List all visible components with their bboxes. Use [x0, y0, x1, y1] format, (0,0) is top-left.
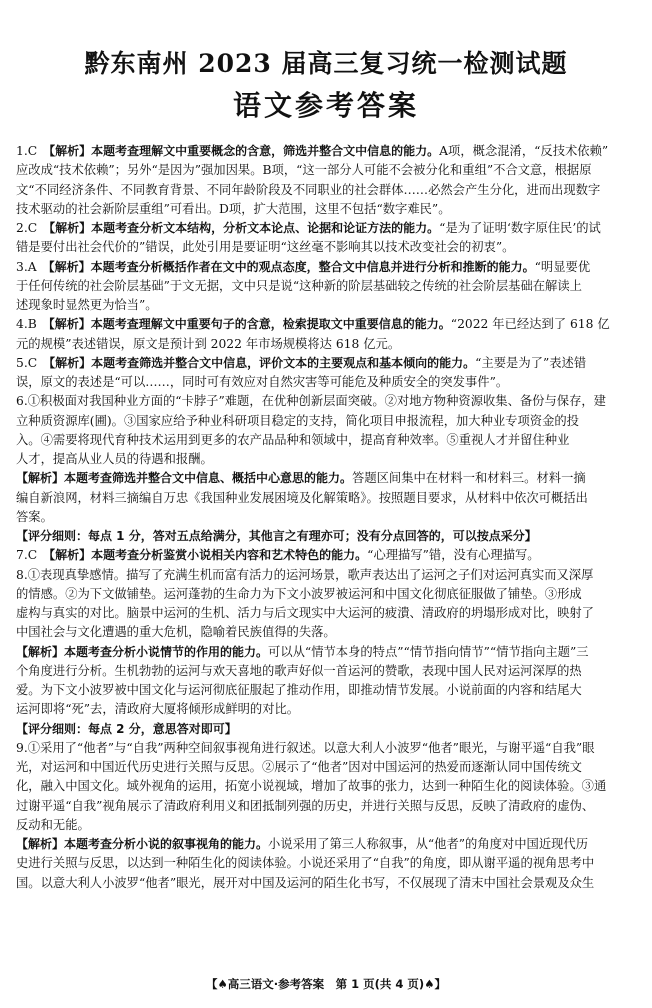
- answer-line: [16, 643, 642, 662]
- answer-line: [16, 489, 642, 508]
- answer-line: [16, 527, 642, 546]
- line-text: 6.①积极面对我国种业方面的“卡脖子”难题，在优种创新层面突破。②对地方物种资源收集、备份与保存，建: [16, 394, 606, 409]
- question-number: 3.A: [16, 259, 37, 274]
- answer-line: [16, 854, 642, 873]
- line-text: “是为了证明‘数字原住民’的试: [439, 221, 601, 235]
- answer-line: [16, 200, 642, 219]
- line-text: 答题区间集中在材料一和材料三。材料一摘: [352, 471, 586, 486]
- analysis-heading: 【解析】本题考查分析概括作者在文中的观点态度，整合文中信息并进行分析和推断的能力。: [42, 259, 535, 274]
- answer-line: [16, 700, 642, 719]
- line-text: “2022 年已经达到了 618 亿: [450, 317, 610, 332]
- answer-line: [16, 662, 642, 681]
- line-text: 于任何传统的社会阶层基础”于文无据，文中只是说“这种新的阶层基础较之传统的社会阶层基础在解读上: [16, 278, 582, 293]
- line-text: 误，原文的表述是“可以……，同时可有效应对自然灾害等可能危及种质安全的突发事件”。: [16, 375, 509, 389]
- line-text: 入。④需要将现代育种技术运用到更多的农产品品种和领域中，提高育种效率。⑤重视人才并留住种业: [16, 432, 570, 447]
- answer-line: [16, 508, 642, 527]
- analysis-heading: 【评分细则：每点 1 分，答对五点给满分，其他言之有理亦可；没有分点回答的，可以按点采分】: [16, 529, 537, 543]
- line-text: 人才，提高从业人员的待遇和报酬。: [16, 452, 213, 466]
- answer-line: [16, 835, 642, 854]
- line-text: 运河即将“死”去，清政府大厦将倾形成鲜明的对比。: [16, 702, 300, 717]
- line-text: 8.①表现真挚感情。描写了充满生机而富有活力的运河场景，歌声表达出了运河之子们对运河真实而又深厚: [16, 567, 594, 582]
- analysis-heading: 【解析】本题考查理解文中重要概念的含意，筛选并整合文中信息的能力。: [43, 144, 440, 158]
- line-text: 答案。: [16, 509, 53, 524]
- line-text: 编自新浪网，材料三摘编自万忠《我国种业发展困境及化解策略》。按照题目要求，从材料中依次可概括出: [16, 490, 588, 505]
- answer-line: [16, 604, 642, 623]
- answer-line: [16, 797, 642, 816]
- line-text: 元的规模”表述错误，原文是预计到 2022 年市场规模将达 618 亿元。: [16, 336, 401, 351]
- answer-line: [16, 142, 642, 161]
- answer-line: [16, 874, 642, 893]
- answer-line: [16, 219, 642, 238]
- line-text: 反动和无能。: [16, 817, 90, 832]
- answer-line: [16, 623, 642, 642]
- line-text: 9.①采用了“他者”与“自我”两种空间叙事视角进行叙述。以意大利人小波罗“他者”眼光，与谢平遥“自我”眼: [16, 740, 595, 755]
- page-footer: 【♠高三语文·参考答案 第 1 页(共 4 页)♠】: [205, 977, 447, 991]
- analysis-heading: 【解析】本题考查筛选并整合文中信息、概括中心意思的能力。: [16, 471, 353, 486]
- line-text: 过谢平遥“自我”视角展示了清政府利用义和团抵制列强的历史，并进行关照与反思，反映了清政府的虚伪、: [16, 798, 595, 813]
- analysis-heading: 【评分细则：每点 2 分，意思答对即可】: [16, 721, 237, 736]
- line-text: 错是要付出社会代价的”错误，此处引用是要证明“这丝毫不影响其以技术改变社会的初衷”。: [16, 240, 515, 255]
- answer-line: [16, 777, 642, 796]
- answer-line: [16, 392, 642, 411]
- analysis-heading: 【解析】本题考查分析文本结构，分析文本论点、论据和论证方法的能力。: [43, 221, 440, 235]
- line-text: 应改成“技术依赖”；另外“是因为”强加因果。B项，“这一部分人可能不会被分化和重组”不合文意，根据原: [16, 163, 592, 178]
- page-title: 黔东南州 2023 届高三复习统一检测试题: [84, 49, 568, 78]
- page-subtitle: 语文参考答案: [232, 89, 419, 122]
- line-text: 可以从“情节本身的特点”“情节指向情节”“情节指向主题”三: [268, 644, 589, 659]
- answer-line: [16, 181, 642, 200]
- line-text: A项，概念混淆，“反技术依赖”: [439, 144, 609, 158]
- answer-line: [16, 161, 642, 180]
- question-number: 4.B: [16, 317, 37, 332]
- answer-line: [16, 335, 642, 354]
- answer-line: [16, 412, 642, 431]
- line-text: 史进行关照与反思，以达到一种陌生化的阅读体验。小说还采用了“自我”的角度，即从谢平遥的视角思考中: [16, 856, 595, 871]
- line-text: 个角度进行分析。生机勃勃的运河与欢天喜地的歌声好似一首运河的赞歌，表现中国人民对运河深厚的热: [16, 663, 582, 678]
- line-text: “心理描写”错，没有心理描写。: [367, 548, 540, 563]
- answer-content: [16, 142, 642, 893]
- answer-line: [16, 546, 642, 565]
- question-number: 5.C: [16, 355, 38, 370]
- line-text: “主要是为了”表述错: [475, 355, 587, 370]
- line-text: 的情感。②为下文做铺垫。运河蓬勃的生命力为下文小波罗被运河和中国文化彻底征服做了铺垫。③形成: [16, 586, 582, 601]
- answer-line: [16, 681, 642, 700]
- answer-line: [16, 720, 642, 739]
- line-text: 光，对运河和中国近代历史进行关照与反思。②展示了“他者”因对中国运河的热爱而逐渐认同中国传统文: [16, 760, 582, 774]
- answer-line: [16, 354, 642, 373]
- question-number: 2.C: [16, 221, 38, 235]
- answer-line: [16, 277, 642, 296]
- answer-line: [16, 431, 642, 450]
- analysis-heading: 【解析】本题考查理解文中重要句子的含意，检索提取文中重要信息的能力。: [42, 317, 451, 332]
- line-text: 国。以意大利人小波罗“他者”眼光，展开对中国及运河的陌生化书写，不仅展现了清末中国社会景观及众生: [16, 875, 595, 890]
- answer-line: [16, 758, 642, 777]
- answer-line: [16, 315, 642, 334]
- answer-line: [16, 739, 642, 758]
- answer-line: [16, 450, 642, 469]
- line-text: 小说采用了第三人称叙事，从“他者”的角度对中国近现代历: [268, 837, 589, 851]
- question-number: 1.C: [16, 144, 38, 158]
- line-text: 述现象时显然更为恰当”。: [16, 298, 158, 312]
- analysis-heading: 【解析】本题考查分析小说的叙事视角的能力。: [16, 837, 269, 851]
- line-text: “明显要优: [534, 259, 591, 274]
- answer-line: [16, 566, 642, 585]
- answer-line: [16, 296, 642, 315]
- line-text: 中国社会与文化遭遇的重大危机，隐喻着民族值得的失落。: [16, 625, 336, 640]
- answer-line: [16, 469, 642, 488]
- question-number: 7.C: [16, 548, 38, 563]
- line-text: 立种质资源库(圃)。③国家应给予种业科研项目稳定的支持，简化项目申报流程，加大种业专项资金的投: [16, 413, 579, 428]
- answer-line: [16, 816, 642, 835]
- answer-line: [16, 258, 642, 277]
- answer-line: [16, 238, 642, 257]
- analysis-heading: 【解析】本题考查分析小说情节的作用的能力。: [16, 644, 269, 659]
- line-text: 爱。为下文小波罗被中国文化与运河彻底征服起了推动作用，即推动情节发展。小说前面的内容和结尾大: [16, 683, 582, 697]
- line-text: 虚构与真实的对比。脑景中运河的生机、活力与后文现实中大运河的疲潰、清政府的坍塌形成对比，映射了: [16, 606, 594, 620]
- line-text: 技术驱动的社会新阶层重组”可看出。D项，扩大范围，这里不包括“数字难民”。: [16, 201, 451, 216]
- line-text: 文“不同经济条件、不同教育背景、不同年龄阶段及不同职业的社会群体……必然会产生分化，进而出现数字: [16, 182, 601, 197]
- line-text: 化，融入中国文化。域外视角的运用，拓宽小说视域，增加了故事的张力，达到一种陌生化的阅读体验。③通: [16, 779, 607, 794]
- analysis-heading: 【解析】本题考查筛选并整合文中信息，评价文本的主要观点和基本倾向的能力。: [43, 355, 476, 370]
- analysis-heading: 【解析】本题考查分析鉴赏小说相关内容和艺术特色的能力。: [43, 548, 368, 563]
- answer-line: [16, 373, 642, 392]
- answer-line: [16, 585, 642, 604]
